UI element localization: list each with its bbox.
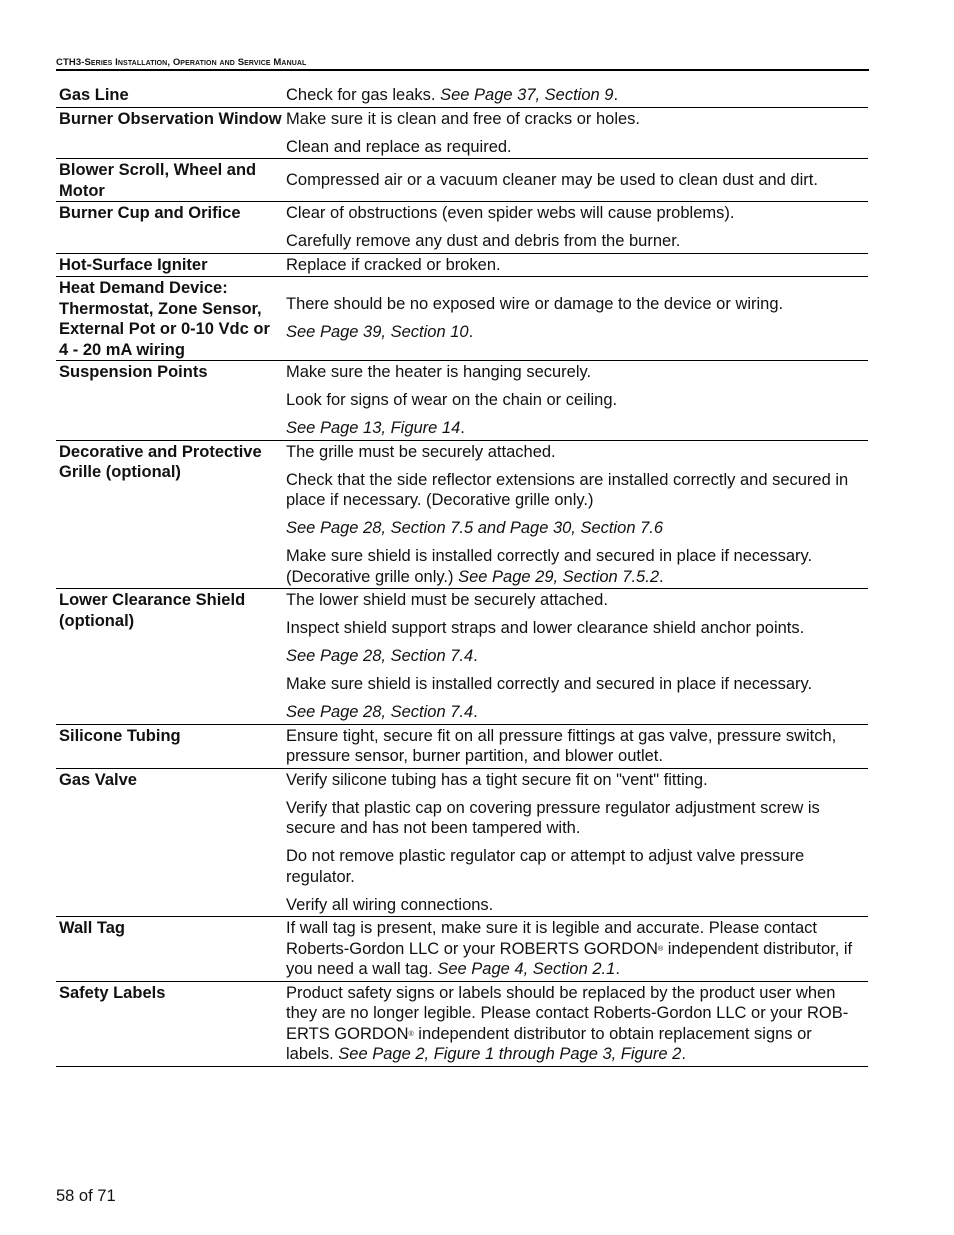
manual-title: CTH3-Series Installation, Operation and Service Manual xyxy=(56,57,307,68)
procedure-text: Make sure shield is installed correctly and secured in place if necessary. (Decorative grille only.) xyxy=(286,547,813,586)
procedure-text: independent distributor, if you need a wall tag. xyxy=(286,939,853,978)
procedure-line xyxy=(286,798,864,839)
table-row xyxy=(56,84,868,107)
component-name: Decorative and Protective Grille (optional) xyxy=(59,442,262,481)
table-row xyxy=(56,589,868,725)
procedure-cell xyxy=(283,981,868,1066)
running-header xyxy=(56,52,869,71)
procedure-text: The grille must be securely attached. xyxy=(286,442,556,461)
component-name: Burner Cup and Orifice xyxy=(59,204,241,222)
procedure-line xyxy=(286,518,864,539)
procedure-text: Compressed air or a vacuum cleaner may be used to clean dust and dirt. xyxy=(286,170,818,189)
procedure-text: The lower shield must be securely attached. xyxy=(286,591,608,609)
page-reference: See Page 2, Figure 1 through Page 3, Figure 2 xyxy=(338,1045,682,1063)
page-reference: See Page 13, Figure 14 xyxy=(286,419,461,437)
procedure-line xyxy=(286,590,864,611)
table-row xyxy=(56,361,868,441)
page-reference: See Page 39, Section 10 xyxy=(286,323,469,342)
table-row xyxy=(56,917,868,982)
punctuation: . xyxy=(460,419,465,437)
page-number: 58 of 71 xyxy=(56,1187,116,1205)
page-reference: See Page 28, Section 7.5 and Page 30, Section 7.6 xyxy=(286,519,664,537)
procedure-line xyxy=(286,294,864,315)
table-row xyxy=(56,202,868,254)
procedure-line xyxy=(286,470,864,511)
component-name: Gas Line xyxy=(59,86,129,104)
procedure-cell xyxy=(283,107,868,159)
procedure-text: Check that the side reflector extensions are installed correctly and secured in place if necessary. (Decorative grille only.) xyxy=(286,470,849,509)
procedure-line xyxy=(286,442,864,463)
procedure-line xyxy=(286,726,864,767)
procedure-text: Carefully remove any dust and debris from the burner. xyxy=(286,232,681,250)
procedure-line xyxy=(286,546,864,587)
procedure-text: Make sure it is clean and free of cracks or holes. xyxy=(286,109,640,128)
punctuation: . xyxy=(468,323,474,342)
component-name: Suspension Points xyxy=(59,363,208,381)
procedure-text: There should be no exposed wire or damage to the device or wiring. xyxy=(286,295,784,314)
procedure-line xyxy=(286,231,864,252)
table-row xyxy=(56,253,868,277)
procedure-line xyxy=(286,918,864,980)
registered-mark: ® xyxy=(657,945,664,953)
procedure-cell xyxy=(283,84,868,107)
table-row xyxy=(56,277,868,361)
procedure-text: Clean and replace as required. xyxy=(286,137,512,156)
procedure-cell xyxy=(283,253,868,277)
procedure-text: Do not remove plastic regulator cap or attempt to adjust valve pressure regulator. xyxy=(286,847,805,886)
procedure-cell xyxy=(283,202,868,254)
table-row xyxy=(56,159,868,202)
procedure-cell xyxy=(283,589,868,725)
procedure-cell xyxy=(283,361,868,441)
procedure-text: Product safety signs or labels should be replaced by the product user when they are no longer legible. Please contact Roberts-Gordon LLC or your ROB-ERTS GORDON xyxy=(286,983,849,1043)
punctuation: . xyxy=(473,647,478,665)
punctuation: . xyxy=(613,86,619,104)
procedure-text: Replace if cracked or broken. xyxy=(286,255,501,274)
punctuation: . xyxy=(681,1045,686,1063)
component-name: Silicone Tubing xyxy=(59,726,181,745)
procedure-cell xyxy=(283,768,868,917)
procedure-text: Verify silicone tubing has a tight secure fit on "vent" fitting. xyxy=(286,770,708,789)
table-row xyxy=(56,440,868,589)
procedure-text: independent distributor to obtain replacement signs or labels. xyxy=(286,1024,812,1063)
procedure-line xyxy=(286,85,864,106)
procedure-text: Verify all wiring connections. xyxy=(286,895,494,914)
procedure-text: Clear of obstructions (even spider webs will cause problems). xyxy=(286,204,735,222)
component-name: Burner Observation Window xyxy=(59,109,282,128)
registered-mark: ® xyxy=(408,1030,414,1038)
procedure-line xyxy=(286,846,864,887)
procedure-line xyxy=(286,203,864,224)
maintenance-table-body xyxy=(56,84,868,1066)
procedure-line xyxy=(286,418,864,439)
procedure-text: Make sure the heater is hanging securely. xyxy=(286,363,592,381)
component-name: Gas Valve xyxy=(59,770,137,789)
procedure-line xyxy=(286,702,864,723)
page-reference: See Page 29, Section 7.5.2 xyxy=(458,567,659,586)
procedure-text: Verify that plastic cap on covering pressure regulator adjustment screw is secure and has not been tampered with. xyxy=(286,798,820,837)
component-name: Safety Labels xyxy=(59,983,166,1002)
procedure-line xyxy=(286,255,864,276)
table-row xyxy=(56,768,868,917)
procedure-line xyxy=(286,674,864,695)
procedure-line xyxy=(286,137,864,158)
procedure-line xyxy=(286,895,864,916)
component-name: Lower Clearance Shield (optional) xyxy=(59,591,246,630)
procedure-text: Look for signs of wear on the chain or ceiling. xyxy=(286,391,618,409)
page-reference: See Page 37, Section 9 xyxy=(440,86,614,104)
procedure-line xyxy=(286,983,864,1065)
procedure-line xyxy=(286,618,864,639)
procedure-line xyxy=(286,170,864,191)
punctuation: . xyxy=(473,703,478,721)
procedure-cell xyxy=(283,440,868,589)
procedure-line xyxy=(286,362,864,383)
punctuation: . xyxy=(615,960,620,978)
maintenance-table xyxy=(56,84,868,1067)
procedure-cell xyxy=(283,724,868,768)
procedure-line xyxy=(286,109,864,130)
procedure-cell xyxy=(283,277,868,361)
component-name: Blower Scroll, Wheel and Motor xyxy=(59,161,257,200)
page-reference: See Page 4, Section 2.1 xyxy=(437,960,616,978)
procedure-line xyxy=(286,770,864,791)
page-reference: See Page 28, Section 7.4 xyxy=(286,647,474,665)
procedure-text: Make sure shield is installed correctly and secured in place if necessary. xyxy=(286,675,813,693)
procedure-line xyxy=(286,646,864,667)
table-row xyxy=(56,107,868,159)
table-row xyxy=(56,981,868,1066)
procedure-line xyxy=(286,390,864,411)
component-name: Wall Tag xyxy=(59,919,125,937)
procedure-line xyxy=(286,322,864,343)
procedure-cell xyxy=(283,159,868,202)
procedure-text: Inspect shield support straps and lower clearance shield anchor points. xyxy=(286,619,805,637)
procedure-cell xyxy=(283,917,868,982)
procedure-text: Check for gas leaks. xyxy=(286,86,441,104)
component-name: Hot-Surface Igniter xyxy=(59,255,208,274)
component-name: Heat Demand Device: Thermostat, Zone Sensor, External Pot or 0-10 Vdc or 4 - 20 mA wiring xyxy=(59,279,270,359)
procedure-text: Ensure tight, secure fit on all pressure fittings at gas valve, pressure switch, pressure sensor, burner partition, and blower outlet. xyxy=(286,726,837,765)
table-row xyxy=(56,724,868,768)
punctuation: . xyxy=(659,567,664,586)
page-reference: See Page 28, Section 7.4 xyxy=(286,703,474,721)
procedure-text: If wall tag is present, make sure it is legible and accurate. Please contact Roberts-Gordon LLC or your ROBERTS GORDON xyxy=(286,919,818,958)
